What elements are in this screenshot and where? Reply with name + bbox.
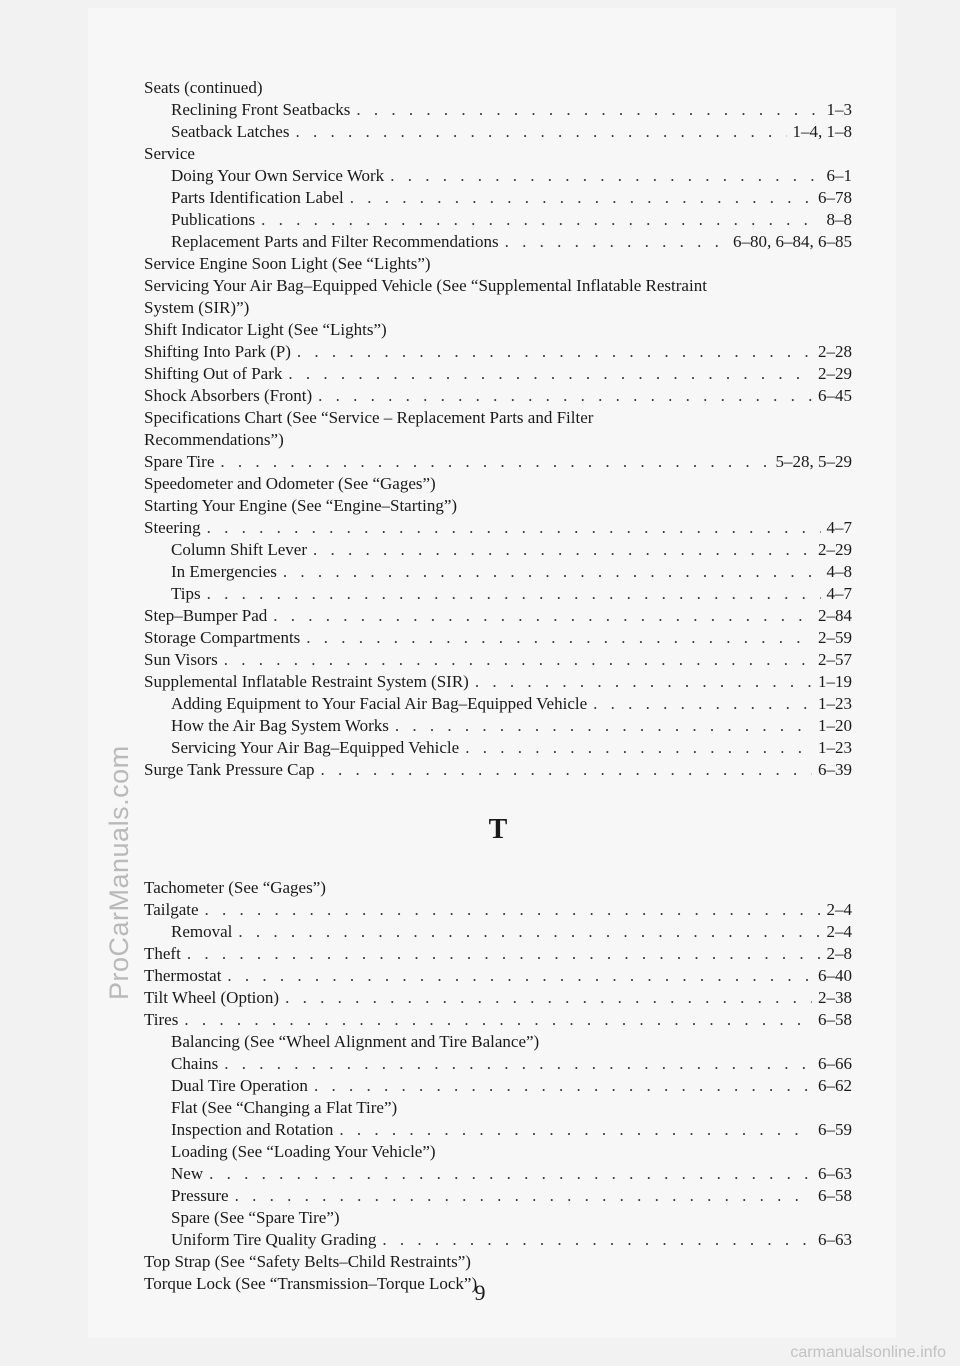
index-entry: [144, 363, 852, 385]
index-entry: [144, 737, 852, 759]
index-entry-label: New: [171, 1164, 204, 1183]
index-entry-page: 1–3: [826, 100, 852, 119]
index-entry-page: 6–63: [818, 1230, 852, 1249]
index-entry-page: 6–40: [818, 966, 852, 985]
index-entry-label: Shift Indicator Light (See “Lights”): [144, 320, 387, 339]
index-entry-label: Tires: [144, 1010, 179, 1029]
index-entry-label: Service Engine Soon Light (See “Lights”): [144, 254, 431, 273]
index-entry-label: Uniform Tire Quality Grading: [171, 1230, 377, 1249]
side-watermark: ProCarManuals.com: [104, 745, 134, 1000]
leader-dots: [318, 385, 812, 407]
index-entry-label: Tailgate: [144, 900, 199, 919]
leader-dots: [505, 231, 727, 253]
index-entry-label: Pressure: [171, 1186, 229, 1205]
leader-dots: [224, 1053, 812, 1075]
index-entry-label: Adding Equipment to Your Facial Air Bag–Equipped Vehicle: [171, 694, 588, 713]
index-entry-label: Recommendations”): [144, 430, 284, 449]
index-entry-label: Specifications Chart (See “Service – Replacement Parts and Filter: [144, 408, 594, 427]
index-entry: [144, 99, 852, 121]
leader-dots: [339, 1119, 812, 1141]
index-entry: [144, 143, 852, 165]
leader-dots: [306, 627, 812, 649]
index-entry-label: Chains: [171, 1054, 219, 1073]
index-entry-page: 2–29: [818, 364, 852, 383]
index-entry-label: Storage Compartments: [144, 628, 301, 647]
index-entry: [144, 319, 852, 341]
index-entry-label: Steering: [144, 518, 201, 537]
leader-dots: [465, 737, 812, 759]
index-entry: [144, 1141, 852, 1163]
index-entry-label: Doing Your Own Service Work: [171, 166, 385, 185]
leader-dots: [313, 539, 812, 561]
index-entry-label: Parts Identification Label: [171, 188, 344, 207]
index-entry: [144, 187, 852, 209]
index-entry-page: 1–4, 1–8: [792, 122, 852, 141]
index-entry: [144, 1185, 852, 1207]
index-entry: [144, 1251, 852, 1273]
leader-dots: [395, 715, 812, 737]
index-entry-page: 6–1: [826, 166, 852, 185]
leader-dots: [235, 1185, 812, 1207]
index-entry-label: Flat (See “Changing a Flat Tire”): [171, 1098, 398, 1117]
index-entry-page: 4–7: [826, 518, 852, 537]
index-entry: [144, 1053, 852, 1075]
index-entry-label: Seats (continued): [144, 78, 263, 97]
index-entry-page: 6–62: [818, 1076, 852, 1095]
index-entry: [144, 121, 852, 143]
index-entry-label: Seatback Latches: [171, 122, 290, 141]
index-entry-label: Starting Your Engine (See “Engine–Starting”): [144, 496, 458, 515]
index-entry: [144, 253, 852, 275]
leader-dots: [285, 987, 812, 1009]
index-entry: [144, 583, 852, 605]
index-entry-label: Replacement Parts and Filter Recommendations: [171, 232, 499, 251]
index-entry-page: 6–58: [818, 1010, 852, 1029]
index-entry-label: Theft: [144, 944, 181, 963]
index-entry-page: 6–45: [818, 386, 852, 405]
index-entry-label: Inspection and Rotation: [171, 1120, 334, 1139]
index-entry: [144, 1009, 852, 1031]
index-entry-page: 2–29: [818, 540, 852, 559]
index-entry: [144, 495, 852, 517]
index-entry: [144, 407, 852, 429]
index-entry: [144, 429, 852, 451]
index-entry-label: Spare Tire: [144, 452, 215, 471]
leader-dots: [224, 649, 812, 671]
leader-dots: [297, 341, 812, 363]
leader-dots: [273, 605, 812, 627]
index-entry-label: Tachometer (See “Gages”): [144, 878, 326, 897]
leader-dots: [314, 1075, 812, 1097]
index-entry: [144, 297, 852, 319]
leader-dots: [261, 209, 820, 231]
index-entry-page: 2–8: [826, 944, 852, 963]
index-entry-page: 2–59: [818, 628, 852, 647]
index-entry-label: Loading (See “Loading Your Vehicle”): [171, 1142, 436, 1161]
index-section-s: [144, 77, 852, 781]
index-entry: [144, 921, 852, 943]
index-entry-page: 4–8: [826, 562, 852, 581]
index-entry-label: System (SIR)”): [144, 298, 250, 317]
index-entry-label: Speedometer and Odometer (See “Gages”): [144, 474, 436, 493]
leader-dots: [382, 1229, 812, 1251]
leader-dots: [227, 965, 812, 987]
index-entry-label: In Emergencies: [171, 562, 277, 581]
index-entry: [144, 965, 852, 987]
index-entry-page: 2–84: [818, 606, 852, 625]
index-entry-page: 1–20: [818, 716, 852, 735]
index-entry-label: Tilt Wheel (Option): [144, 988, 280, 1007]
leader-dots: [187, 943, 821, 965]
index-entry: [144, 649, 852, 671]
index-entry-label: Shifting Into Park (P): [144, 342, 291, 361]
index-entry-page: 6–66: [818, 1054, 852, 1073]
index-entry: [144, 943, 852, 965]
leader-dots: [475, 671, 812, 693]
index-entry-label: Surge Tank Pressure Cap: [144, 760, 315, 779]
index-entry-label: How the Air Bag System Works: [171, 716, 389, 735]
leader-dots: [283, 561, 821, 583]
leader-dots: [207, 517, 821, 539]
index-entry-label: Top Strap (See “Safety Belts–Child Restraints”): [144, 1252, 471, 1271]
section-letter-heading: T: [488, 814, 508, 845]
index-entry: [144, 1075, 852, 1097]
index-entry-label: Servicing Your Air Bag–Equipped Vehicle: [171, 738, 460, 757]
index-entry: [144, 165, 852, 187]
index-entry: [144, 605, 852, 627]
index-entry-label: Step–Bumper Pad: [144, 606, 268, 625]
leader-dots: [321, 759, 812, 781]
leader-dots: [209, 1163, 812, 1185]
leader-dots: [288, 363, 812, 385]
index-entry-label: Supplemental Inflatable Restraint System (SIR): [144, 672, 469, 691]
index-entry-page: 6–63: [818, 1164, 852, 1183]
index-entry-page: 2–28: [818, 342, 852, 361]
index-entry-label: Tips: [171, 584, 201, 603]
leader-dots: [220, 451, 769, 473]
leader-dots: [356, 99, 820, 121]
index-entry-page: 2–38: [818, 988, 852, 1007]
index-entry-label: Removal: [171, 922, 233, 941]
index-entry: [144, 877, 852, 899]
index-entry-page: 6–59: [818, 1120, 852, 1139]
leader-dots: [205, 899, 821, 921]
index-entry-label: Dual Tire Operation: [171, 1076, 308, 1095]
index-entry-page: 4–7: [826, 584, 852, 603]
index-entry-label: Torque Lock (See “Transmission–Torque Lock”): [144, 1274, 478, 1293]
index-entry-page: 1–23: [818, 738, 852, 757]
index-entry-page: 6–58: [818, 1186, 852, 1205]
index-entry: [144, 275, 852, 297]
index-entry-page: 1–19: [818, 672, 852, 691]
index-entry-page: 6–39: [818, 760, 852, 779]
index-entry-label: Shifting Out of Park: [144, 364, 283, 383]
index-entry: [144, 671, 852, 693]
index-entry: [144, 209, 852, 231]
index-entry-label: Shock Absorbers (Front): [144, 386, 313, 405]
leader-dots: [207, 583, 821, 605]
index-entry: [144, 1119, 852, 1141]
leader-dots: [350, 187, 812, 209]
index-entry-label: Servicing Your Air Bag–Equipped Vehicle (See “Supplemental Inflatable Restraint: [144, 276, 707, 295]
index-entry-label: Column Shift Lever: [171, 540, 307, 559]
index-entry: [144, 627, 852, 649]
index-entry: [144, 693, 852, 715]
index-entry: [144, 899, 852, 921]
index-entry-label: Spare (See “Spare Tire”): [171, 1208, 340, 1227]
index-entry: [144, 1229, 852, 1251]
index-entry-label: Thermostat: [144, 966, 222, 985]
index-entry-page: 1–23: [818, 694, 852, 713]
index-entry: [144, 1207, 852, 1229]
index-entry: [144, 231, 852, 253]
index-entry-page: 2–57: [818, 650, 852, 669]
leader-dots: [593, 693, 812, 715]
leader-dots: [238, 921, 820, 943]
index-entry-page: 5–28, 5–29: [775, 452, 852, 471]
index-entry: [144, 561, 852, 583]
bottom-watermark: carmanualsonline.info: [790, 1344, 946, 1361]
index-entry-label: Sun Visors: [144, 650, 218, 669]
leader-dots: [390, 165, 820, 187]
index-entry: [144, 473, 852, 495]
index-entry-label: Service: [144, 144, 195, 163]
index-entry: [144, 77, 852, 99]
index-entry: [144, 987, 852, 1009]
index-entry: [144, 1163, 852, 1185]
index-entry: [144, 1031, 852, 1053]
index-entry-page: 8–8: [826, 210, 852, 229]
index-entry-page: 2–4: [826, 922, 852, 941]
index-entry-label: Reclining Front Seatbacks: [171, 100, 351, 119]
index-entry: [144, 759, 852, 781]
index-entry-label: Publications: [171, 210, 256, 229]
index-entry-page: 2–4: [826, 900, 852, 919]
index-entry: [144, 385, 852, 407]
index-entry: [144, 451, 852, 473]
leader-dots: [184, 1009, 812, 1031]
page-number: 9: [474, 1280, 486, 1305]
leader-dots: [295, 121, 786, 143]
index-listing: [144, 77, 852, 1295]
index-entry: [144, 341, 852, 363]
index-entry: [144, 517, 852, 539]
index-section-t: [144, 877, 852, 1295]
index-entry: [144, 539, 852, 561]
index-entry-page: 6–78: [818, 188, 852, 207]
index-entry: [144, 1097, 852, 1119]
index-entry-label: Balancing (See “Wheel Alignment and Tire Balance”): [171, 1032, 540, 1051]
index-entry: [144, 715, 852, 737]
index-entry-page: 6–80, 6–84, 6–85: [733, 232, 852, 251]
